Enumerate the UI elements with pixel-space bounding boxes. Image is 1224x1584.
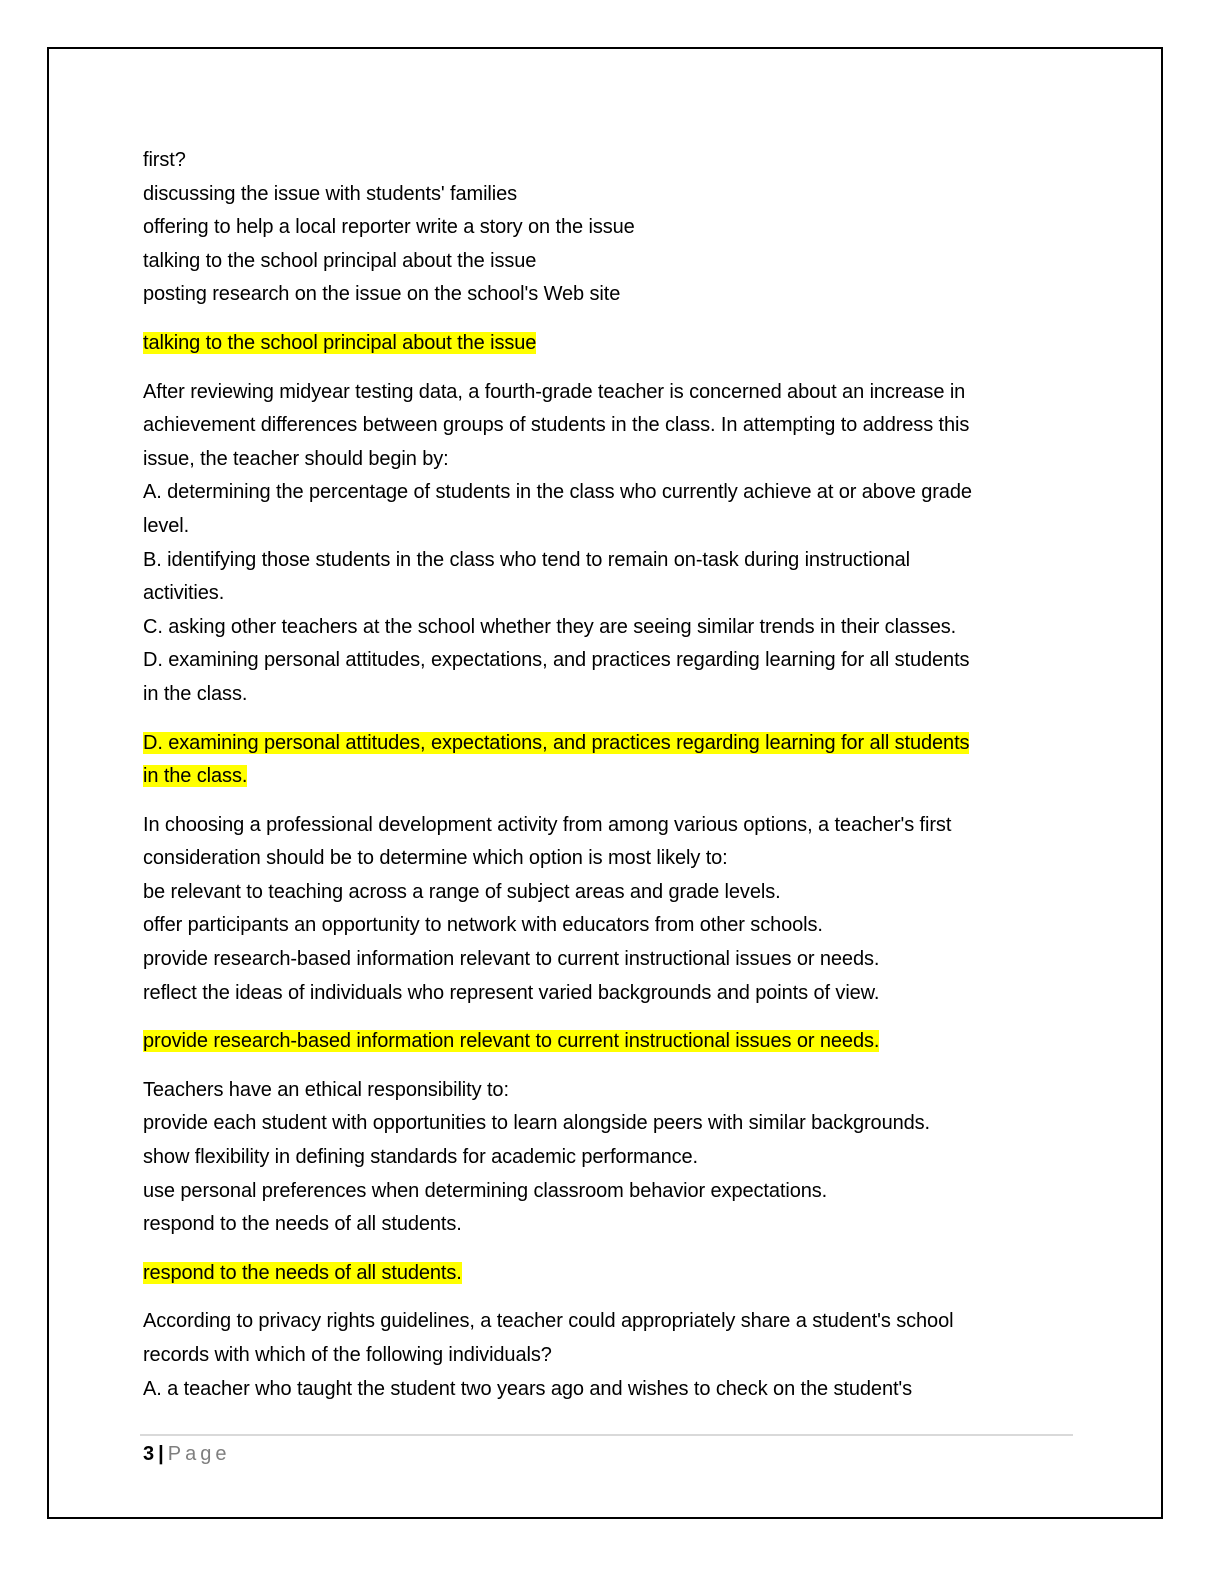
option-line: D. examining personal attitudes, expectations, and practices regarding learning for all students	[143, 649, 970, 672]
question-1	[143, 144, 1073, 312]
question-line: records with which of the following individuals?	[143, 1344, 552, 1366]
option-line: talking to the school principal about the issue	[143, 249, 537, 272]
highlighted-answer: respond to the needs of all students.	[143, 1261, 462, 1284]
option-line: A. a teacher who taught the student two years ago and wishes to check on the student's	[143, 1377, 913, 1400]
option-line: provide each student with opportunities to learn alongside peers with similar backgrounds.	[143, 1112, 931, 1135]
highlighted-answer: D. examining personal attitudes, expectations, and practices regarding learning for all students	[143, 731, 970, 754]
option-line: A. determining the percentage of students in the class who currently achieve at or above grade	[143, 481, 972, 504]
question-4	[143, 1074, 1073, 1242]
question-line: Teachers have an ethical responsibility to:	[143, 1078, 509, 1101]
option-line: activities.	[143, 582, 225, 605]
question-5	[143, 1305, 1073, 1406]
question-line: issue, the teacher should begin by:	[143, 447, 449, 470]
question-line: According to privacy rights guidelines, a teacher could appropriately share a student's school	[143, 1310, 954, 1333]
answer-1	[143, 327, 1073, 361]
answer-2	[143, 727, 1073, 794]
document-body	[143, 144, 1073, 1406]
option-line: be relevant to teaching across a range of subject areas and grade levels.	[143, 880, 781, 903]
option-line: show flexibility in defining standards for academic performance.	[143, 1146, 698, 1169]
page-number: 3	[143, 1443, 155, 1465]
question-3	[143, 809, 1073, 1011]
highlighted-answer: provide research-based information relevant to current instructional issues or needs.	[143, 1030, 880, 1053]
option-line: offer participants an opportunity to network with educators from other schools.	[143, 914, 823, 937]
answer-3	[143, 1025, 1073, 1059]
answer-4	[143, 1257, 1073, 1291]
option-line: use personal preferences when determining classroom behavior expectations.	[143, 1179, 828, 1202]
option-line: level.	[143, 514, 190, 537]
option-line: discussing the issue with students' families	[143, 182, 518, 205]
option-line: C. asking other teachers at the school whether they are seeing similar trends in their classes.	[143, 615, 957, 638]
option-line: respond to the needs of all students.	[143, 1213, 462, 1236]
page-label: Page	[167, 1443, 231, 1465]
highlighted-answer: talking to the school principal about the issue	[143, 331, 537, 354]
page-footer	[143, 1439, 230, 1469]
question-line: consideration should be to determine which option is most likely to:	[143, 847, 728, 870]
option-line: B. identifying those students in the class who tend to remain on-task during instructional	[143, 548, 910, 571]
highlighted-answer: in the class.	[143, 765, 248, 788]
option-line: posting research on the issue on the school's Web site	[143, 283, 621, 306]
footer-divider	[140, 1434, 1073, 1436]
question-line: achievement differences between groups of students in the class. In attempting to address this	[143, 414, 970, 437]
option-line: provide research-based information relevant to current instructional issues or needs.	[143, 948, 880, 971]
footer-separator: |	[158, 1443, 164, 1465]
question-line: In choosing a professional development activity from among various options, a teacher's first	[143, 813, 952, 836]
option-line: offering to help a local reporter write a story on the issue	[143, 216, 635, 239]
question-line: After reviewing midyear testing data, a fourth-grade teacher is concerned about an increase in	[143, 380, 966, 403]
question-2	[143, 376, 1073, 712]
option-line: in the class.	[143, 682, 248, 705]
option-line: reflect the ideas of individuals who represent varied backgrounds and points of view.	[143, 981, 880, 1004]
question-line: first?	[143, 149, 186, 171]
